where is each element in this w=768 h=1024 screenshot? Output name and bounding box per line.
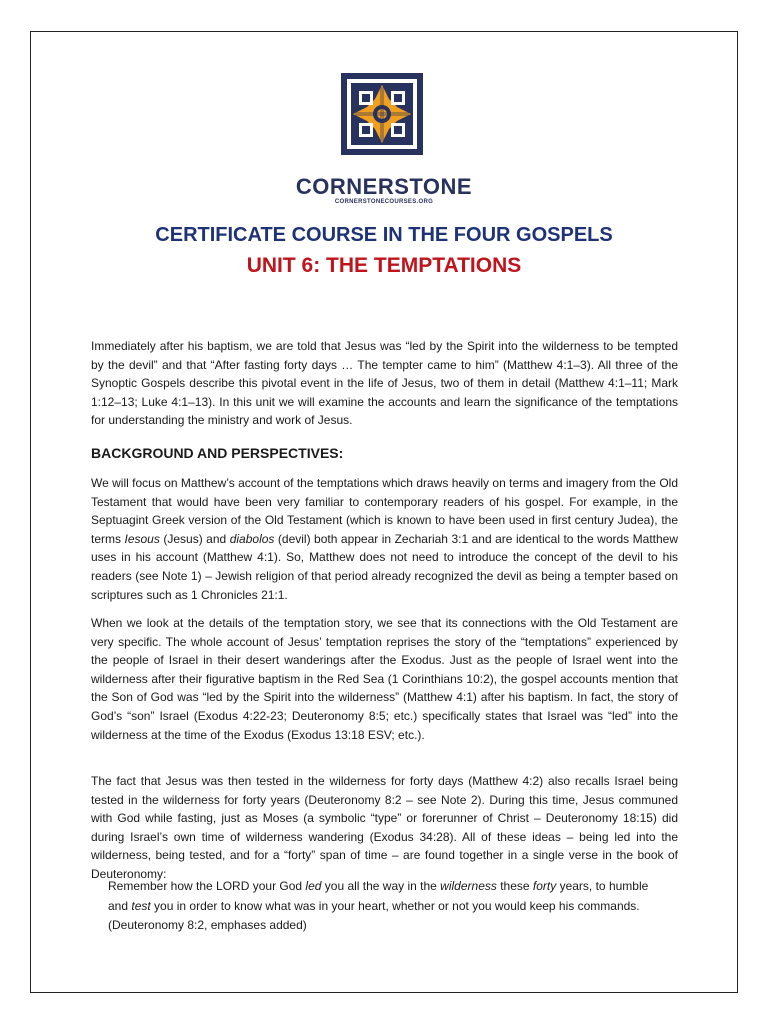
brand-name: CORNERSTONE: [295, 174, 473, 199]
intro-paragraph: Immediately after his baptism, we are told that Jesus was “led by the Spirit into the wilderness to be tempted by the devil” and that “After fasting forty days … The tempter came to him” (Matthew 4:1–3). All three of the Synoptic Gospels describe this pivotal event in the life of Jesus, two of them in detail (Matthew 4:1–11; Mark 1:12–13; Luke 4:1–13). In this unit we will examine the accounts and learn the significance of the temptations for understanding the ministry and work of Jesus.: [91, 339, 678, 428]
cornerstone-cross-logo-icon: [337, 69, 427, 169]
section-heading: BACKGROUND AND PERSPECTIVES:: [91, 445, 344, 461]
unit-title: UNIT 6: THE TEMPTATIONS: [246, 254, 522, 277]
term-diabolos: diabolos: [229, 531, 275, 546]
background-paragraph-3: The fact that Jesus was then tested in the wilderness for forty days (Matthew 4:2) also recalls Israel being tested in the wilderness for forty years (Deuteronomy 8:2 – see Note 2). During this time, Jesus communed with God while fasting, just as Moses (a symbolic “type” or forerunner of Christ – Deuteronomy 18:15) did during Israel’s own time of wilderness wandering (Exodus 34:28). All of these ideas – being led into the wilderness, being tested, and for a “forty” span of time – are found together in a single verse in the book of Deuteronomy:: [91, 774, 678, 881]
course-title: CERTIFICATE COURSE IN THE FOUR GOSPELS: [155, 224, 613, 246]
background-paragraph-1: We will focus on Matthew’s account of the temptations which draws heavily on terms and imagery from the Old Testament that would have been very familiar to contemporary readers of his gospel. For example, in the Septuagint Greek version of the Old Testament (which is known to have been used in first century Judea), the terms Iesous (Jesus) and diabolos (devil) both appear in Zechariah 3:1 and are identical to the words Matthew uses in his account (Matthew 4:1). So, Matthew does not need to introduce the concept of the devil to his readers (see Note 1) – Jewish religion of that period already recognized the devil as being a tempter based on scriptures such as 1 Chronicles 21:1.: [91, 476, 678, 602]
brand-url: CORNERSTONECOURSES.ORG: [334, 199, 434, 205]
background-paragraph-2: When we look at the details of the temptation story, we see that its connections with the Old Testament are very specific. The whole account of Jesus’ temptation reprises the story of the “temptations” experienced by the people of Israel in their desert wanderings after the Exodus. Just as the people of Israel went into the wilderness after their figurative baptism in the Red Sea (1 Corinthians 10:2), the gospel accounts mention that the Son of God was “led by the Spirit into the wilderness” (Matthew 4:1) after his baptism. In fact, the story of God’s “son” Israel (Exodus 4:22-23; Deuteronomy 8:5; etc.) specifically states that Israel was “led” into the wilderness at the time of the Exodus (Exodus 13:18 ESV; etc.).: [91, 616, 678, 742]
term-iesous: Iesous: [124, 531, 160, 546]
deuteronomy-quote: Remember how the LORD your God led you all the way in the wilderness these forty years, to humble and test you in order to know what was in your heart, whether or not you would keep his commands. (Deuteronomy 8:2, emphases added): [108, 879, 649, 932]
